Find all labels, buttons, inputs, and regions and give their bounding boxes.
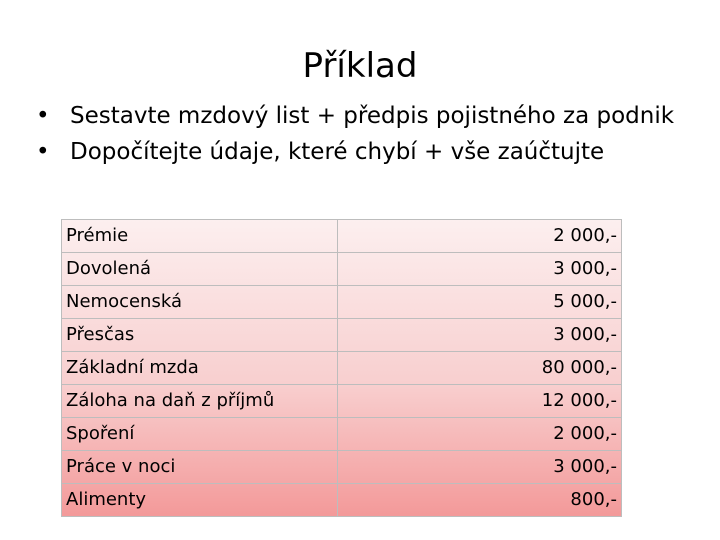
payroll-table xyxy=(61,219,622,517)
row-label: Záloha na daň z příjmů xyxy=(62,385,338,418)
table-row xyxy=(62,484,622,517)
table-row xyxy=(62,220,622,253)
row-value: 2 000,- xyxy=(337,220,621,253)
row-label: Dovolená xyxy=(62,253,338,286)
row-value: 3 000,- xyxy=(337,319,621,352)
slide-title: Příklad xyxy=(302,46,418,86)
table-row xyxy=(62,286,622,319)
bullet-text: Sestavte mzdový list + předpis pojistného za podnik xyxy=(70,103,675,129)
row-label: Alimenty xyxy=(62,484,338,517)
bullet-list xyxy=(36,100,686,172)
row-value: 3 000,- xyxy=(337,451,621,484)
bullet-item xyxy=(36,100,686,132)
table-row xyxy=(62,253,622,286)
row-value: 3 000,- xyxy=(337,253,621,286)
bullet-text: Dopočítejte údaje, které chybí + vše zaúčtujte xyxy=(70,139,605,165)
row-value: 80 000,- xyxy=(337,352,621,385)
row-value: 800,- xyxy=(337,484,621,517)
table-row xyxy=(62,451,622,484)
table-row xyxy=(62,352,622,385)
row-label: Nemocenská xyxy=(62,286,338,319)
bullet-item xyxy=(36,136,686,168)
table-row xyxy=(62,385,622,418)
row-value: 5 000,- xyxy=(337,286,621,319)
row-label: Práce v noci xyxy=(62,451,338,484)
table-row xyxy=(62,319,622,352)
row-label: Prémie xyxy=(62,220,338,253)
row-value: 12 000,- xyxy=(337,385,621,418)
row-label: Základní mzda xyxy=(62,352,338,385)
row-value: 2 000,- xyxy=(337,418,621,451)
bullet-dot-icon: • xyxy=(36,103,50,129)
row-label: Přesčas xyxy=(62,319,338,352)
row-label: Spoření xyxy=(62,418,338,451)
bullet-dot-icon: • xyxy=(36,139,50,165)
table-row xyxy=(62,418,622,451)
